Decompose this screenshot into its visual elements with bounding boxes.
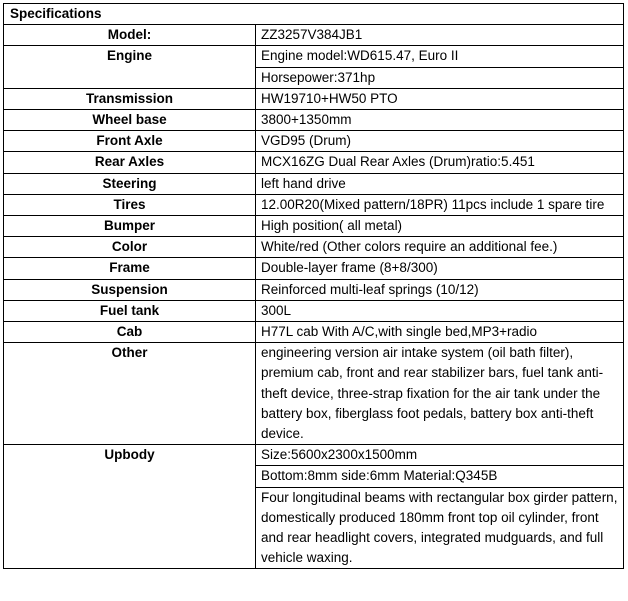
table-row	[4, 110, 624, 131]
title-row	[4, 4, 624, 25]
table-row	[4, 46, 624, 67]
spec-value: Double-layer frame (8+8/300)	[256, 258, 624, 279]
spec-label: Bumper	[4, 216, 256, 237]
spec-label: Engine	[4, 46, 256, 88]
table-row	[4, 216, 624, 237]
spec-label: Transmission	[4, 88, 256, 109]
spec-value: VGD95 (Drum)	[256, 131, 624, 152]
spec-label: Steering	[4, 173, 256, 194]
table-row	[4, 131, 624, 152]
spec-value: 3800+1350mm	[256, 110, 624, 131]
spec-value: Bottom:8mm side:6mm Material:Q345B	[256, 466, 624, 487]
spec-value: White/red (Other colors require an additional fee.)	[256, 237, 624, 258]
table-row	[4, 173, 624, 194]
table-row	[4, 343, 624, 445]
spec-label: Model:	[4, 25, 256, 46]
spec-value: 12.00R20(Mixed pattern/18PR) 11pcs include 1 spare tire	[256, 194, 624, 215]
table-row	[4, 152, 624, 173]
table-row	[4, 300, 624, 321]
spec-value: Engine model:WD615.47, Euro II	[256, 46, 624, 67]
spec-value: 300L	[256, 300, 624, 321]
table-row	[4, 279, 624, 300]
spec-label: Suspension	[4, 279, 256, 300]
table-row	[4, 237, 624, 258]
spec-label: Tires	[4, 194, 256, 215]
spec-value: left hand drive	[256, 173, 624, 194]
table-row	[4, 258, 624, 279]
spec-label: Color	[4, 237, 256, 258]
spec-label: Other	[4, 343, 256, 445]
spec-value: H77L cab With A/C,with single bed,MP3+radio	[256, 322, 624, 343]
table-row	[4, 322, 624, 343]
spec-label: Wheel base	[4, 110, 256, 131]
table-row	[4, 88, 624, 109]
spec-value: Size:5600x2300x1500mm	[256, 445, 624, 466]
spec-value: High position( all metal)	[256, 216, 624, 237]
spec-label: Frame	[4, 258, 256, 279]
spec-value: Reinforced multi-leaf springs (10/12)	[256, 279, 624, 300]
spec-label: Fuel tank	[4, 300, 256, 321]
spec-label: Cab	[4, 322, 256, 343]
spec-value: engineering version air intake system (oil bath filter), premium cab, front and rear stabilizer bars, fuel tank anti-theft device, three-strap fixation for the air tank under the battery box, fiberglass foot pedals, battery box anti-theft device.	[256, 343, 624, 445]
table-row	[4, 445, 624, 466]
spec-value: Horsepower:371hp	[256, 67, 624, 88]
specifications-table	[3, 3, 624, 569]
spec-value: ZZ3257V384JB1	[256, 25, 624, 46]
spec-value: HW19710+HW50 PTO	[256, 88, 624, 109]
table-title: Specifications	[4, 4, 624, 25]
spec-label: Front Axle	[4, 131, 256, 152]
spec-label: Rear Axles	[4, 152, 256, 173]
table-row	[4, 194, 624, 215]
spec-value: MCX16ZG Dual Rear Axles (Drum)ratio:5.451	[256, 152, 624, 173]
spec-label: Upbody	[4, 445, 256, 569]
table-row	[4, 25, 624, 46]
spec-value: Four longitudinal beams with rectangular box girder pattern, domestically produced 180mm front top oil cylinder, front and rear headlight covers, integrated mudguards, and full vehicle waxing.	[256, 487, 624, 569]
